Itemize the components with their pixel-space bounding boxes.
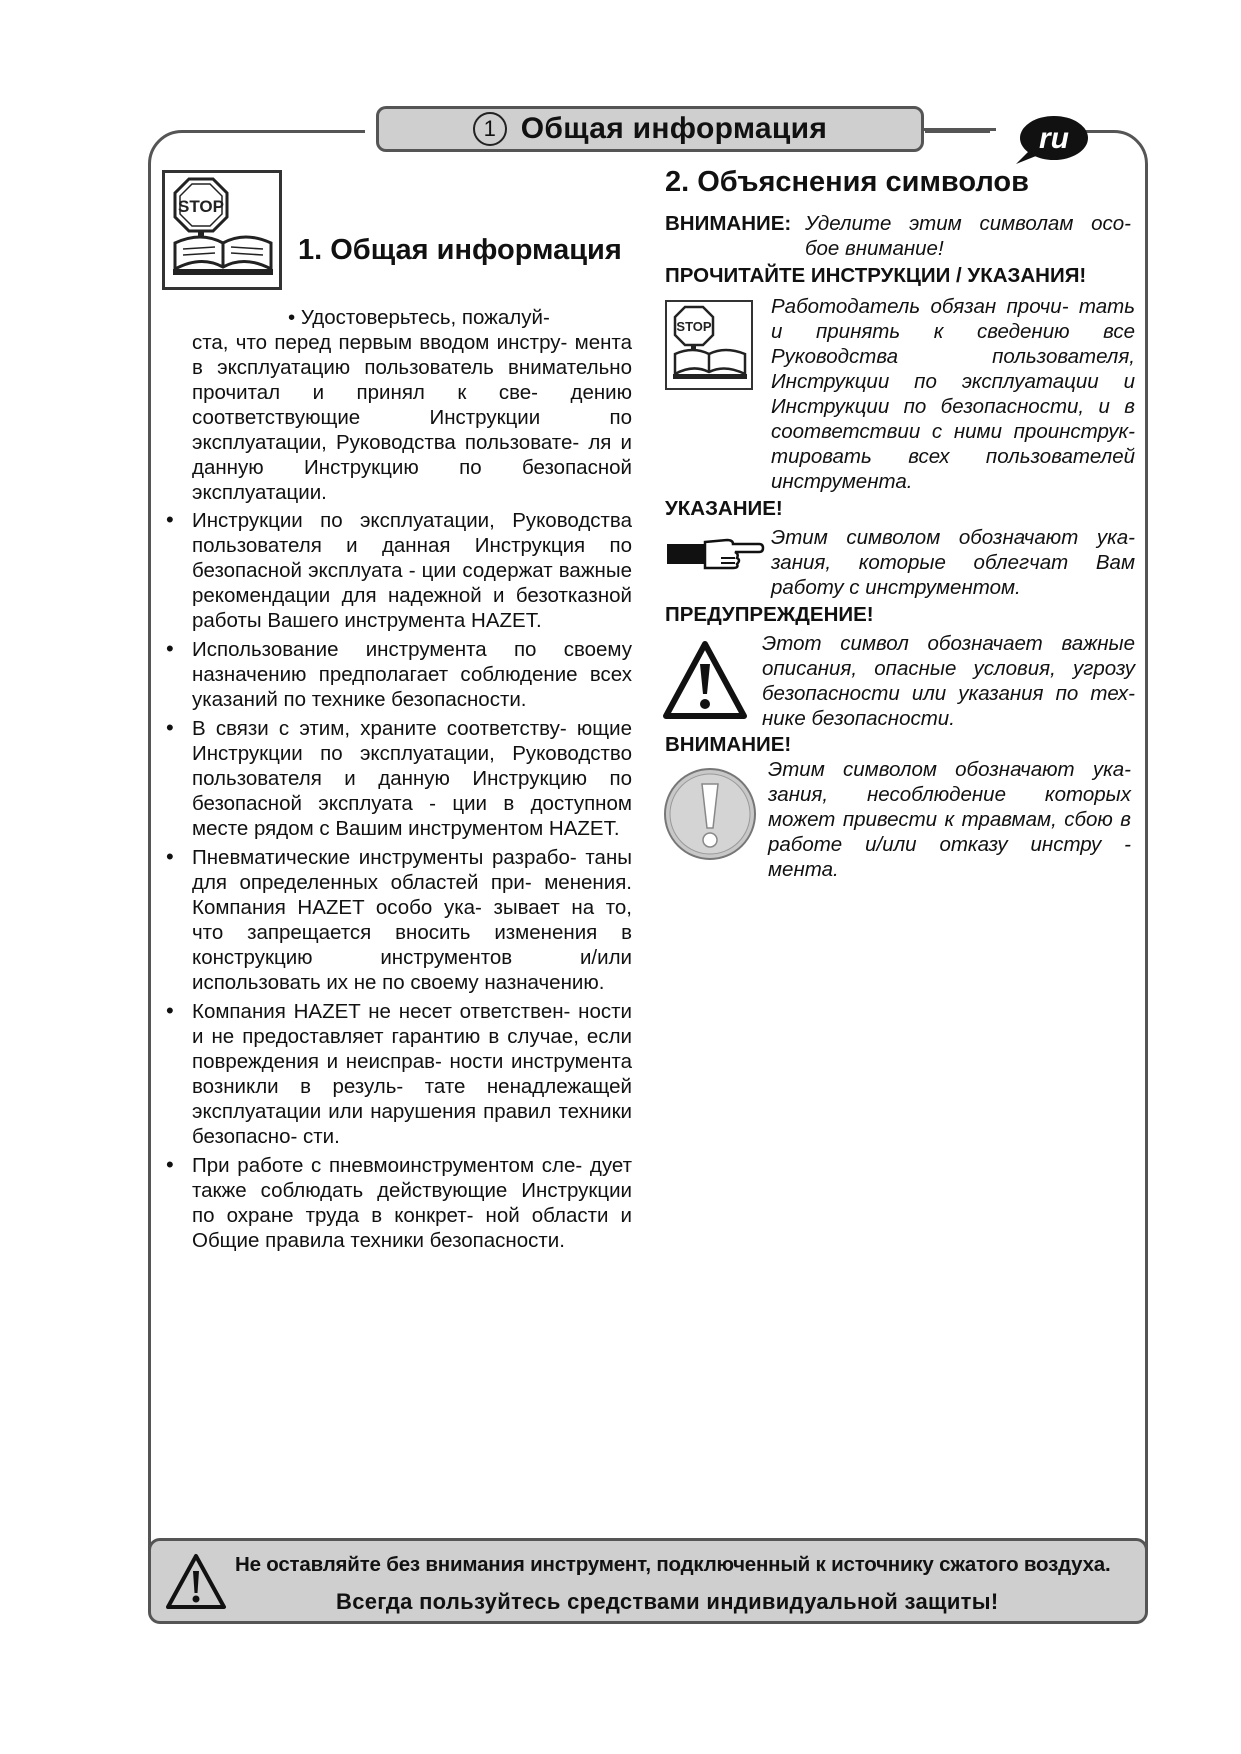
note-text: Этим символом обозначают ука- зания, которые облегчат Вам работу с инструментом. bbox=[771, 526, 1135, 599]
list-item: • Инструкции по эксплуатации, Руководства пользователя и данная Инструкция по безопасной эксплуата - ции содержат важные рекомендации для надежной и безотказной работы Вашего инструмента HAZET. bbox=[192, 508, 632, 633]
small-stop-icon-text: STOP bbox=[676, 319, 712, 334]
section-number: 1 bbox=[473, 112, 507, 146]
language-badge-text: ru bbox=[1039, 122, 1069, 155]
language-badge-icon bbox=[1010, 112, 1092, 166]
general-info-text bbox=[192, 305, 632, 1257]
symbols-heading: 2. Объяснения символов bbox=[665, 166, 1029, 198]
info-bullet-list bbox=[192, 508, 632, 1253]
list-item: • Использование инструмента по своему назначению предполагает соблюдение всех указаний по технике безопасности. bbox=[192, 637, 632, 712]
safety-warning-banner bbox=[148, 1538, 1148, 1624]
general-info-heading: 1. Общая информация bbox=[298, 234, 622, 266]
intro-paragraph: ста, что перед первым вводом инстру- мента в эксплуатацию пользователь внимательно прочитал и принял к све- дению соответствующие Инструкции по эксплуатации, Руководства пользовате- ля и данную Инструкцию по безопасной эксплуатации. bbox=[192, 331, 632, 504]
list-item: • При работе с пневмоинструментом сле- дует также соблюдать действующие Инструкции по охране труда в конкрет- ной области и Общие правила техники безопасности. bbox=[192, 1153, 632, 1253]
list-item: • В связи с этим, храните соответству- ющие Инструкции по эксплуатации, Руководство пользователя и данную Инструкцию по безопасной эксплуата - ции в доступном месте рядом с Вашим инструментом HAZET. bbox=[192, 716, 632, 841]
warning-label: ПРЕДУПРЕЖДЕНИЕ! bbox=[665, 603, 874, 626]
section-title-bar bbox=[376, 106, 924, 152]
note-label: УКАЗАНИЕ! bbox=[665, 497, 783, 520]
read-manual-stop-icon bbox=[162, 170, 282, 290]
section-title: Общая информация bbox=[520, 112, 828, 145]
caution-label: ВНИМАНИЕ! bbox=[665, 733, 792, 756]
read-instructions-text: Работодатель обязан прочи- тать и принять к сведению все Руководства пользователя, Инструкции по эксплуатации и Инструкции по безопасности, и в соответствии с ними проинструк- тировать всех пользователей инструмента. bbox=[771, 295, 1135, 493]
footer-warning-line-2: Всегда пользуйтесь средствами индивидуальной защиты! bbox=[336, 1589, 999, 1614]
intro-line-1: • Удостоверьтесь, пожалуй- bbox=[288, 306, 550, 329]
footer-warning-line-1: Не оставляйте без внимания инструмент, подключенный к источнику сжатого воздуха. bbox=[235, 1553, 1111, 1576]
caution-text: Этим символом обозначают ука- зания, несоблюдение которых может привести к травмам, сбою в работе и/или отказу инстру - мента. bbox=[768, 758, 1131, 881]
read-instructions-label: ПРОЧИТАЙТЕ ИНСТРУКЦИИ / УКАЗАНИЯ! bbox=[665, 264, 1087, 287]
warning-text: Этот символ обозначает важные описания, опасные условия, угрозу безопасности или указания по тех- нике безопасности. bbox=[762, 632, 1135, 730]
pointing-hand-icon bbox=[665, 532, 765, 578]
footer-warning-icon bbox=[165, 1553, 227, 1611]
read-instructions-stop-icon bbox=[665, 300, 753, 390]
stop-icon-text: STOP bbox=[178, 197, 224, 216]
attention-text: Уделите этим символам осо- бое внимание! bbox=[805, 212, 1131, 260]
attention-label: ВНИМАНИЕ: bbox=[665, 212, 792, 235]
warning-triangle-icon bbox=[662, 640, 748, 720]
caution-exclamation-icon bbox=[662, 766, 758, 862]
list-item: • Компания HAZET не несет ответствен- ности и не предоставляет гарантию в случае, если повреждения и неисправ- ности инструмента возникли в резуль- тате ненадлежащей эксплуатации или нарушения правил техники безопасно- сти. bbox=[192, 999, 632, 1149]
list-item: • Пневматические инструменты разрабо- таны для определенных областей при- менения. Компания HAZET особо ука- зывает на то, что запрещается вносить изменения в конструкцию инструментов и/или использовать их не по своему назначению. bbox=[192, 845, 632, 995]
